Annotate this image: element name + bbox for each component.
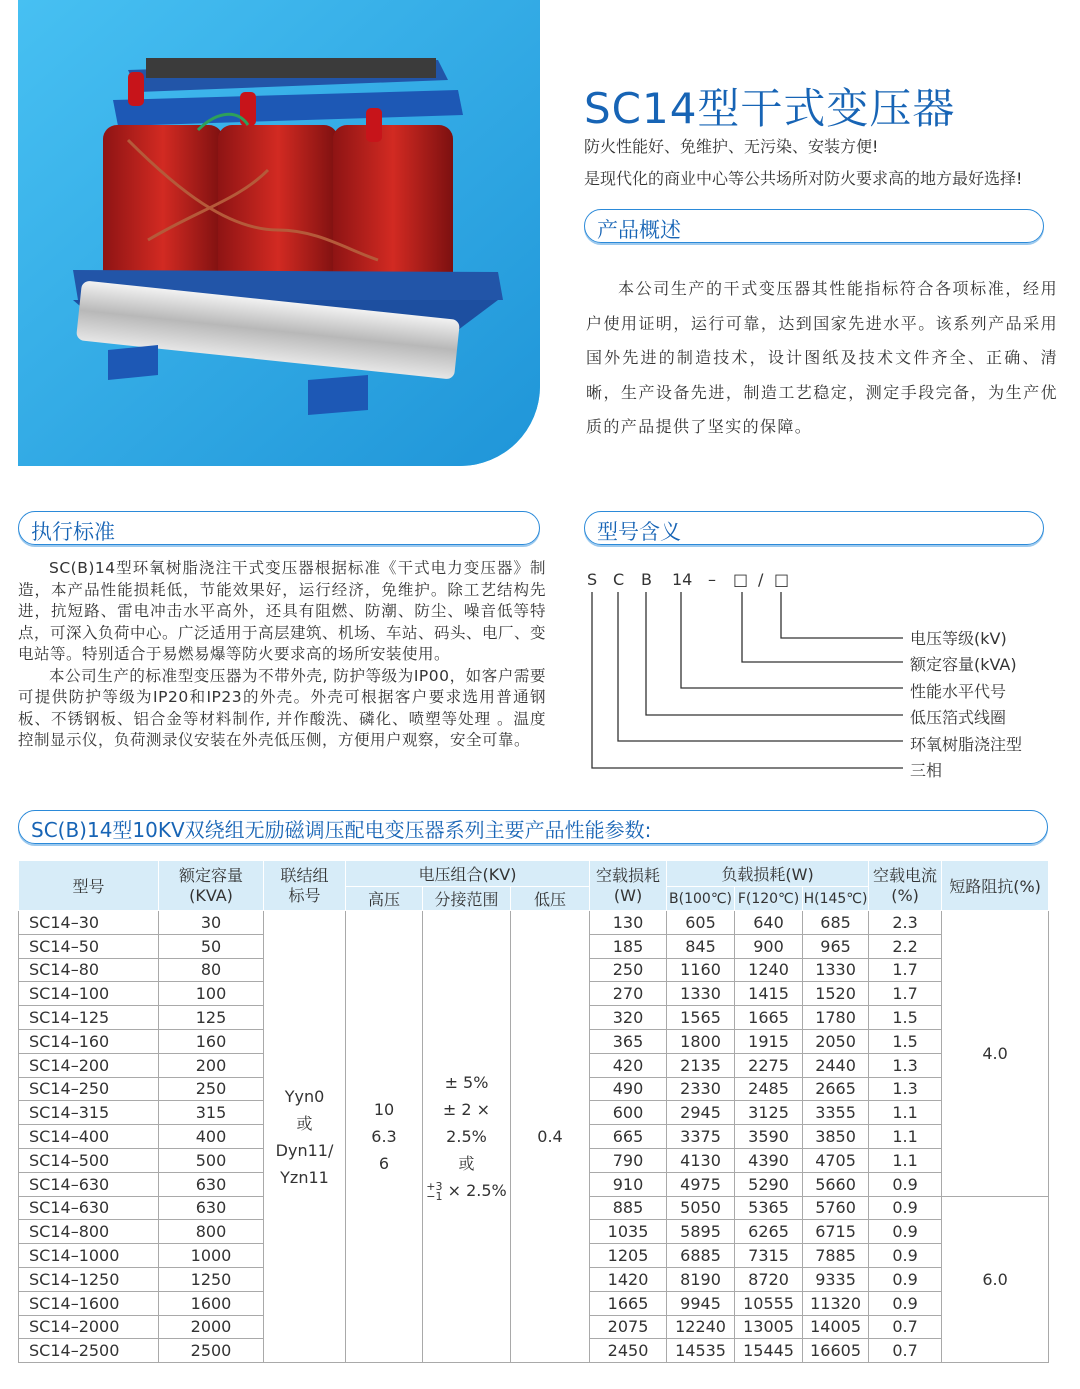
cell-capacity: 100 (159, 982, 264, 1006)
header-noload-current: 空载电流 (%) (869, 861, 942, 911)
cell-noload-current: 2.2 (869, 934, 942, 958)
model-label-capacity: 额定容量(kVA) (910, 655, 1017, 674)
cell-noload-current: 0.9 (869, 1196, 942, 1220)
model-label-three-phase: 三相 (910, 761, 943, 780)
header-impedance: 短路阻抗(%) (942, 861, 1049, 911)
cell-model: SC14–80 (19, 958, 159, 982)
overview-text: 本公司生产的干式变压器其性能指标符合各项标准，经用户使用证明，运行可靠，达到国家先进水平。该系列产品采用国外先进的制造技术，设计图纸及技术文件齐全、正确、清晰，生产设备先进，制造工艺稳定，测定手段完备，为生产优质的产品提供了坚实的保障。 (586, 279, 1058, 436)
cell-load-loss-f: 15445 (735, 1339, 803, 1363)
cell-load-loss-b: 2945 (667, 1101, 735, 1125)
connection-group-line: 或 (296, 1113, 313, 1133)
cell-noload-loss: 2450 (590, 1339, 667, 1363)
cell-capacity: 1000 (159, 1244, 264, 1268)
cell-capacity: 800 (159, 1220, 264, 1244)
cell-model: SC14–315 (19, 1101, 159, 1125)
cell-load-loss-h: 1520 (803, 982, 869, 1006)
header-voltage: 电压组合(KV) (346, 861, 590, 887)
cell-capacity: 2500 (159, 1339, 264, 1363)
cell-load-loss-f: 10555 (735, 1291, 803, 1315)
cell-load-loss-b: 12240 (667, 1315, 735, 1339)
cell-noload-loss: 790 (590, 1148, 667, 1172)
standard-para-1: SC(B)14型环氧树脂浇注干式变压器根据标准《干式电力变压器》制造，本产品性能损耗低，节能效果好，运行经济，免维护。除工艺结构先进，抗短路、雷电冲击水平高外，还具有阻燃、防潮、防尘、噪音低等特点，可深入负荷中心。广泛适用于高层建筑、机场、车站、码头、电厂、变电站等。特别适合于易燃易爆等防火要求高的场所安装使用。 (18, 559, 547, 663)
cell-load-loss-h: 6715 (803, 1220, 869, 1244)
cell-capacity: 630 (159, 1196, 264, 1220)
cell-noload-current: 0.9 (869, 1172, 942, 1196)
spec-table (18, 860, 1049, 1363)
cell-low-voltage: 0.4 (511, 911, 590, 1363)
cell-load-loss-h: 7885 (803, 1244, 869, 1268)
model-label-voltage: 电压等级(kV) (910, 629, 1007, 648)
cell-load-loss-f: 5290 (735, 1172, 803, 1196)
cell-model: SC14–50 (19, 934, 159, 958)
cell-load-loss-b: 1565 (667, 1006, 735, 1030)
tagline-2: 是现代化的商业中心等公共场所对防火要求高的地方最好选择! (584, 169, 1023, 188)
connection-group-line: Yyn0 (284, 1086, 325, 1106)
cell-load-loss-b: 4130 (667, 1148, 735, 1172)
header-f: F(120℃) (735, 887, 803, 911)
cell-load-loss-f: 6265 (735, 1220, 803, 1244)
header-model: 型号 (19, 861, 159, 911)
cell-high-voltage (346, 911, 423, 1363)
product-title: SC14型干式变压器 (584, 84, 956, 133)
cell-load-loss-f: 7315 (735, 1244, 803, 1268)
cell-model: SC14–2500 (19, 1339, 159, 1363)
model-dash: – (708, 570, 716, 589)
tap-line-4-text: × 2.5% (447, 1181, 507, 1201)
cell-load-loss-b: 2135 (667, 1053, 735, 1077)
cell-load-loss-h: 965 (803, 934, 869, 958)
cell-capacity: 160 (159, 1029, 264, 1053)
cell-load-loss-f: 3125 (735, 1101, 803, 1125)
cell-noload-loss: 1665 (590, 1291, 667, 1315)
cell-load-loss-h: 11320 (803, 1291, 869, 1315)
tap-line-1: ± 5% (444, 1073, 489, 1093)
header-lv: 低压 (511, 887, 590, 911)
cell-noload-current: 0.7 (869, 1315, 942, 1339)
tap-line-2: ± 2 × 2.5% (442, 1100, 491, 1147)
cell-load-loss-f: 1415 (735, 982, 803, 1006)
hv-value: 6.3 (371, 1127, 397, 1147)
cell-noload-loss: 250 (590, 958, 667, 982)
cell-load-loss-h: 1330 (803, 958, 869, 982)
cell-load-loss-h: 2050 (803, 1029, 869, 1053)
model-box-voltage: □ (774, 570, 790, 589)
cell-load-loss-b: 5050 (667, 1196, 735, 1220)
cell-noload-loss: 665 (590, 1125, 667, 1149)
cell-noload-current: 0.7 (869, 1339, 942, 1363)
model-letter-c: C (613, 570, 625, 589)
cell-model: SC14–1000 (19, 1244, 159, 1268)
header-load-loss: 负载损耗(W) (667, 861, 869, 887)
cell-noload-current: 1.3 (869, 1077, 942, 1101)
cell-load-loss-b: 1800 (667, 1029, 735, 1053)
tap-sup-sub (426, 1179, 443, 1203)
cell-capacity: 30 (159, 911, 264, 935)
cell-noload-current: 1.1 (869, 1148, 942, 1172)
cell-noload-current: 0.9 (869, 1291, 942, 1315)
cell-impedance-group-1: 4.0 (942, 911, 1049, 1197)
tagline-1: 防火性能好、免维护、无污染、安装方便! (584, 137, 879, 156)
cell-noload-loss: 885 (590, 1196, 667, 1220)
cell-noload-loss: 1205 (590, 1244, 667, 1268)
table-title-pill (18, 810, 1048, 844)
cell-load-loss-b: 6885 (667, 1244, 735, 1268)
header-tap: 分接范围 (423, 887, 511, 911)
cell-capacity: 80 (159, 958, 264, 982)
cell-noload-loss: 910 (590, 1172, 667, 1196)
header-b: B(100℃) (667, 887, 735, 911)
model-letter-14: 14 (672, 570, 693, 589)
cell-noload-loss: 2075 (590, 1315, 667, 1339)
tap-line-3: 或 (458, 1154, 475, 1174)
cell-load-loss-h: 16605 (803, 1339, 869, 1363)
model-letter-b: B (641, 570, 652, 589)
cell-noload-current: 1.5 (869, 1006, 942, 1030)
standard-heading: 执行标准 (31, 520, 115, 544)
cell-noload-current: 0.9 (869, 1267, 942, 1291)
hv-value: 10 (373, 1100, 395, 1120)
cell-capacity: 1250 (159, 1267, 264, 1291)
table-row (19, 911, 1049, 935)
cell-noload-current: 1.1 (869, 1125, 942, 1149)
connection-group-line: Dyn11/ (275, 1140, 334, 1160)
header-hv: 高压 (346, 887, 423, 911)
model-letter-s: S (587, 570, 598, 589)
cell-connection-group (264, 911, 346, 1363)
cell-noload-loss: 490 (590, 1077, 667, 1101)
cell-load-loss-b: 1160 (667, 958, 735, 982)
cell-model: SC14–125 (19, 1006, 159, 1030)
cell-capacity: 630 (159, 1172, 264, 1196)
cell-load-loss-h: 1780 (803, 1006, 869, 1030)
cell-noload-loss: 320 (590, 1006, 667, 1030)
cell-model: SC14–1250 (19, 1267, 159, 1291)
cell-capacity: 50 (159, 934, 264, 958)
cell-noload-current: 0.9 (869, 1244, 942, 1268)
model-label-epoxy: 环氧树脂浇注型 (910, 735, 1023, 754)
model-label-foil-coil: 低压箔式线圈 (910, 708, 1007, 727)
cell-noload-loss: 130 (590, 911, 667, 935)
cell-load-loss-f: 2275 (735, 1053, 803, 1077)
cell-load-loss-f: 640 (735, 911, 803, 935)
cell-noload-current: 2.3 (869, 911, 942, 935)
cell-capacity: 2000 (159, 1315, 264, 1339)
cell-noload-loss: 185 (590, 934, 667, 958)
model-meaning-heading: 型号含义 (597, 520, 681, 544)
cell-noload-loss: 1420 (590, 1267, 667, 1291)
cell-load-loss-b: 845 (667, 934, 735, 958)
cell-capacity: 200 (159, 1053, 264, 1077)
cell-capacity: 500 (159, 1148, 264, 1172)
cell-capacity: 400 (159, 1125, 264, 1149)
header-h: H(145℃) (803, 887, 869, 911)
cell-load-loss-b: 1330 (667, 982, 735, 1006)
cell-load-loss-h: 3355 (803, 1101, 869, 1125)
cell-model: SC14–250 (19, 1077, 159, 1101)
cell-load-loss-f: 1665 (735, 1006, 803, 1030)
tap-sub: −1 (426, 1189, 443, 1203)
tap-sup: +3 (426, 1179, 443, 1193)
cell-noload-current: 0.9 (869, 1220, 942, 1244)
cell-load-loss-h: 3850 (803, 1125, 869, 1149)
cell-load-loss-h: 9335 (803, 1267, 869, 1291)
cell-load-loss-f: 13005 (735, 1315, 803, 1339)
cell-model: SC14–500 (19, 1148, 159, 1172)
cell-load-loss-h: 2440 (803, 1053, 869, 1077)
cell-load-loss-b: 2330 (667, 1077, 735, 1101)
hv-value: 6 (378, 1154, 390, 1174)
cell-noload-current: 1.7 (869, 958, 942, 982)
cell-model: SC14–160 (19, 1029, 159, 1053)
cell-noload-current: 1.3 (869, 1053, 942, 1077)
cell-capacity: 250 (159, 1077, 264, 1101)
cell-load-loss-b: 5895 (667, 1220, 735, 1244)
cell-load-loss-f: 5365 (735, 1196, 803, 1220)
cell-load-loss-f: 3590 (735, 1125, 803, 1149)
cell-model: SC14–2000 (19, 1315, 159, 1339)
cell-noload-current: 1.5 (869, 1029, 942, 1053)
cell-load-loss-f: 2485 (735, 1077, 803, 1101)
standard-para-2: 本公司生产的标准型变压器为不带外壳, 防护等级为IP00，如客户需要可提供防护等级为IP20和IP23的外壳。外壳可根据客户要求选用普通钢板、不锈钢板、铝合金等材料制作, 并作酸洗、磷化、喷塑等处理 。温度控制显示仪，负荷测录仪安装在外壳低压侧，方便用户观察，安全可靠。 (18, 666, 546, 749)
cell-load-loss-b: 8190 (667, 1267, 735, 1291)
header-group: 联结组 标号 (264, 861, 346, 911)
cell-load-loss-h: 5660 (803, 1172, 869, 1196)
cell-capacity: 315 (159, 1101, 264, 1125)
cell-load-loss-b: 9945 (667, 1291, 735, 1315)
connection-group-line: Yzn11 (280, 1167, 329, 1187)
cell-load-loss-b: 605 (667, 911, 735, 935)
cell-noload-loss: 1035 (590, 1220, 667, 1244)
header-noload-loss: 空载损耗 (W) (590, 861, 667, 911)
cell-tap-range (423, 911, 511, 1363)
cell-load-loss-b: 14535 (667, 1339, 735, 1363)
model-label-performance: 性能水平代号 (910, 682, 1007, 701)
cell-load-loss-f: 1240 (735, 958, 803, 982)
cell-noload-current: 1.1 (869, 1101, 942, 1125)
cell-load-loss-h: 2665 (803, 1077, 869, 1101)
header-capacity: 额定容量 (KVA) (159, 861, 264, 911)
model-box-capacity: □ (733, 570, 749, 589)
cell-noload-loss: 365 (590, 1029, 667, 1053)
overview-heading: 产品概述 (597, 218, 681, 242)
cell-load-loss-h: 14005 (803, 1315, 869, 1339)
cell-model: SC14–630 (19, 1196, 159, 1220)
cell-noload-loss: 600 (590, 1101, 667, 1125)
cell-model: SC14–1600 (19, 1291, 159, 1315)
cell-model: SC14–800 (19, 1220, 159, 1244)
cell-model: SC14–400 (19, 1125, 159, 1149)
cell-model: SC14–100 (19, 982, 159, 1006)
model-slash: / (758, 570, 764, 589)
cell-model: SC14–630 (19, 1172, 159, 1196)
cell-noload-loss: 270 (590, 982, 667, 1006)
cell-capacity: 1600 (159, 1291, 264, 1315)
cell-load-loss-h: 5760 (803, 1196, 869, 1220)
cell-load-loss-f: 1915 (735, 1029, 803, 1053)
cell-load-loss-h: 4705 (803, 1148, 869, 1172)
cell-model: SC14–30 (19, 911, 159, 935)
cell-noload-loss: 420 (590, 1053, 667, 1077)
cell-capacity: 125 (159, 1006, 264, 1030)
cell-load-loss-h: 685 (803, 911, 869, 935)
table-title: SC(B)14型10KV双绕组无励磁调压配电变压器系列主要产品性能参数: (31, 818, 652, 842)
cell-load-loss-f: 4390 (735, 1148, 803, 1172)
cell-load-loss-f: 900 (735, 934, 803, 958)
cell-model: SC14–200 (19, 1053, 159, 1077)
cell-impedance-group-2: 6.0 (942, 1196, 1049, 1363)
cell-load-loss-f: 8720 (735, 1267, 803, 1291)
tap-line-4 (423, 1177, 510, 1204)
cell-load-loss-b: 4975 (667, 1172, 735, 1196)
cell-load-loss-b: 3375 (667, 1125, 735, 1149)
cell-noload-current: 1.7 (869, 982, 942, 1006)
